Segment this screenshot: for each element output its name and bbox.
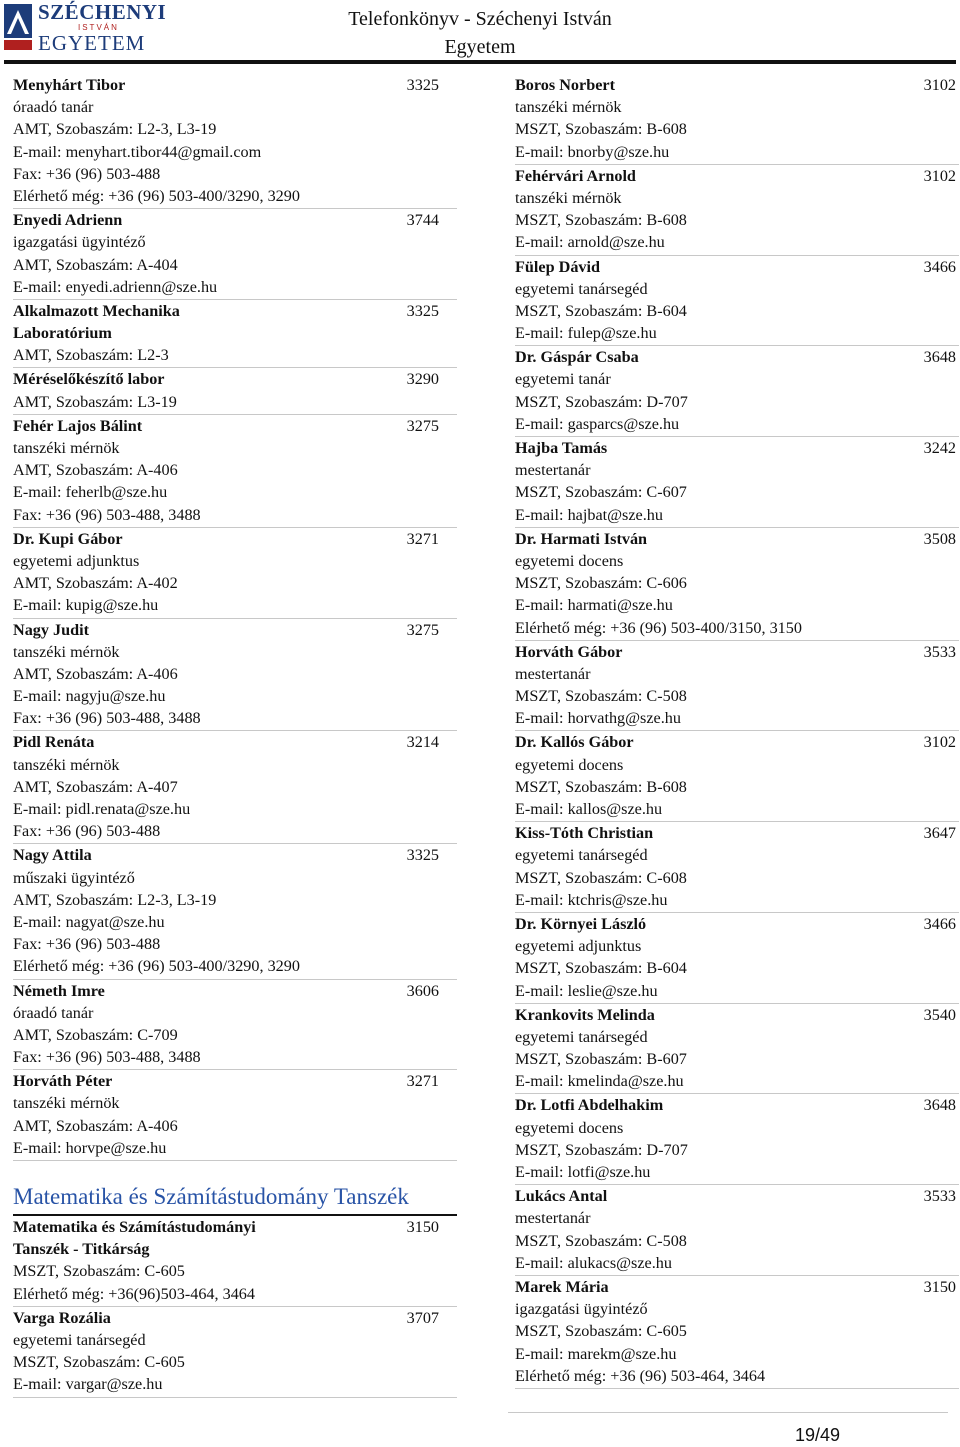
contact-detail: MSZT, Szobaszám: B-604: [515, 301, 687, 320]
contact-detail[interactable]: E-mail: menyhart.tibor44@gmail.com: [13, 142, 262, 161]
phone-extension: 3606: [406, 981, 439, 1000]
contact-detail[interactable]: E-mail: lotfi@sze.hu: [515, 1163, 651, 1181]
university-logo: [4, 0, 167, 55]
contact-entry: [13, 1070, 457, 1161]
contact-entry: [515, 528, 959, 641]
contact-entry: [515, 1276, 959, 1389]
section-entries-group: [13, 1216, 457, 1398]
contact-detail: óraadó tanár: [13, 1003, 94, 1022]
contact-detail: MSZT, Szobaszám: B-608: [515, 211, 687, 230]
contact-detail[interactable]: E-mail: marekm@sze.hu: [515, 1344, 677, 1363]
logo-text-line1: SZÉCHENYI: [38, 0, 167, 24]
left-column: [13, 74, 457, 1398]
contact-entry: [13, 1307, 457, 1398]
contact-entry: [13, 844, 457, 979]
contact-detail: AMT, Szobaszám: A-404: [13, 255, 178, 274]
document-title-line1: Telefonkönyv - Széchenyi István: [348, 8, 612, 30]
document-title-line2: Egyetem: [444, 36, 516, 58]
contact-detail: Fax: +36 (96) 503-488: [13, 164, 161, 183]
phone-extension: 3648: [923, 348, 956, 367]
contact-entry: [13, 209, 457, 300]
contact-detail: AMT, Szobaszám: L2-3, L3-19: [13, 890, 217, 909]
phone-extension: 3102: [923, 733, 956, 752]
contact-detail: MSZT, Szobaszám: B-608: [515, 120, 687, 139]
phone-extension: 3648: [923, 1096, 956, 1115]
contact-detail: AMT, Szobaszám: A-406: [13, 664, 178, 683]
contact-entry: [515, 822, 959, 913]
contact-detail: AMT, Szobaszám: A-406: [13, 1116, 178, 1135]
contact-detail: egyetemi adjunktus: [13, 551, 140, 570]
contact-entry: [515, 74, 959, 165]
contact-detail: igazgatási ügyintéző: [13, 233, 146, 252]
contact-entry: [515, 731, 959, 822]
contact-entry: [515, 1004, 959, 1095]
contact-entry: [515, 641, 959, 732]
contact-detail[interactable]: E-mail: kmelinda@sze.hu: [515, 1072, 684, 1091]
phone-extension: 3102: [923, 76, 956, 94]
contact-detail[interactable]: E-mail: fulep@sze.hu: [515, 324, 657, 343]
contact-detail: tanszéki mérnök: [13, 439, 120, 457]
phone-extension: 3533: [923, 1187, 956, 1206]
contact-name-continued: Tanszék - Titkárság: [13, 1240, 150, 1259]
phone-extension: 3290: [406, 370, 439, 389]
contact-entry: [515, 913, 959, 1004]
contact-detail: MSZT, Szobaszám: C-608: [515, 868, 687, 887]
contact-detail: Elérhető még: +36 (96) 503-400/3290, 3290: [13, 957, 300, 976]
contact-name: Kiss-Tóth Christian: [515, 824, 654, 843]
contact-detail[interactable]: E-mail: nagyju@sze.hu: [13, 687, 166, 706]
contact-name: Fehér Lajos Bálint: [13, 416, 143, 435]
phone-extension: 3271: [406, 529, 439, 548]
contact-detail: tanszéki mérnök: [13, 755, 120, 774]
university-emblem-icon: [4, 4, 32, 52]
contact-detail: MSZT, Szobaszám: B-608: [515, 777, 687, 796]
contact-detail: tanszéki mérnök: [13, 642, 120, 661]
phone-extension: 3102: [923, 166, 956, 185]
contact-detail: műszaki ügyintéző: [13, 868, 135, 887]
contact-detail: Fax: +36 (96) 503-488: [13, 822, 161, 841]
contact-detail: AMT, Szobaszám: A-406: [13, 461, 178, 480]
phone-extension: 3466: [923, 914, 956, 933]
contact-name: Pidl Renáta: [13, 733, 95, 752]
contact-detail: egyetemi docens: [515, 1118, 624, 1137]
contact-detail[interactable]: E-mail: kallos@sze.hu: [515, 800, 663, 818]
contact-entry: [13, 368, 457, 414]
contact-detail: MSZT, Szobaszám: C-605: [13, 1262, 185, 1281]
phone-extension: 3707: [406, 1308, 439, 1327]
left-entries-group: [13, 74, 457, 1161]
contact-detail: mestertanár: [515, 664, 591, 683]
contact-detail: egyetemi tanársegéd: [515, 1027, 648, 1046]
contact-detail: Elérhető még: +36 (96) 503-464, 3464: [515, 1366, 766, 1385]
phone-extension: 3150: [923, 1277, 956, 1296]
contact-name: Németh Imre: [13, 981, 105, 1000]
contact-name: Nagy Judit: [13, 620, 90, 639]
contact-detail[interactable]: E-mail: nagyat@sze.hu: [13, 912, 165, 931]
contact-entry: [13, 980, 457, 1071]
contact-name: Enyedi Adrienn: [13, 211, 123, 230]
contact-detail: egyetemi docens: [515, 755, 624, 774]
contact-name: Fehérvári Arnold: [515, 166, 636, 185]
contact-name-continued: Laboratórium: [13, 324, 112, 343]
contact-detail: Fax: +36 (96) 503-488: [13, 935, 161, 954]
contact-detail: AMT, Szobaszám: L2-3, L3-19: [13, 120, 217, 139]
contact-detail: óraadó tanár: [13, 98, 94, 117]
contact-detail: MSZT, Szobaszám: D-707: [515, 392, 688, 411]
contact-name: Hajba Tamás: [515, 439, 608, 457]
contact-entry: [13, 1216, 457, 1307]
contact-name: Nagy Attila: [13, 846, 92, 865]
contact-detail: MSZT, Szobaszám: B-604: [515, 959, 687, 978]
contact-detail[interactable]: E-mail: enyedi.adrienn@sze.hu: [13, 277, 218, 296]
contact-name: Horváth Péter: [13, 1072, 113, 1091]
contact-detail: MSZT, Szobaszám: C-508: [515, 687, 687, 706]
phone-extension: 3242: [923, 439, 956, 457]
contact-detail: egyetemi tanár: [515, 370, 611, 389]
contact-name: Dr. Kupi Gábor: [13, 529, 123, 548]
footer-divider: [508, 1412, 948, 1413]
contact-detail[interactable]: E-mail: kupig@sze.hu: [13, 596, 159, 615]
contact-entry: [13, 619, 457, 732]
contact-detail[interactable]: E-mail: feherlb@sze.hu: [13, 483, 168, 502]
phone-extension: 3325: [406, 301, 439, 320]
contact-detail: MSZT, Szobaszám: C-605: [13, 1353, 185, 1372]
contact-entry: [515, 1094, 959, 1185]
contact-name: Fülep Dávid: [515, 257, 601, 276]
contact-detail: mestertanár: [515, 461, 591, 480]
logo-text-line2: ISTVÁN: [78, 23, 119, 32]
contact-detail[interactable]: E-mail: alukacs@sze.hu: [515, 1253, 672, 1272]
document-title: [280, 5, 680, 61]
logo-text-line3: EGYETEM: [38, 31, 146, 55]
contact-detail[interactable]: E-mail: gasparcs@sze.hu: [515, 414, 680, 433]
contact-detail: tanszéki mérnök: [515, 98, 622, 117]
phone-extension: 3275: [406, 416, 439, 435]
phone-extension: 3271: [406, 1072, 439, 1091]
contact-detail: MSZT, Szobaszám: B-607: [515, 1050, 687, 1069]
contact-name: Dr. Kallós Gábor: [515, 733, 634, 752]
page-number: 19/49: [794, 1425, 840, 1445]
contact-detail[interactable]: E-mail: horvathg@sze.hu: [515, 709, 681, 728]
contact-detail[interactable]: E-mail: arnold@sze.hu: [515, 233, 665, 252]
contact-name: Lukács Antal: [515, 1187, 608, 1206]
contact-name: Varga Rozália: [13, 1308, 111, 1327]
contact-detail: mestertanár: [515, 1209, 591, 1228]
contact-detail: igazgatási ügyintéző: [515, 1300, 648, 1319]
phone-extension: 3325: [406, 76, 439, 94]
contact-detail: egyetemi tanársegéd: [515, 846, 648, 865]
contact-detail: egyetemi tanársegéd: [515, 279, 648, 298]
contact-detail: MSZT, Szobaszám: C-508: [515, 1231, 687, 1250]
header-divider: [4, 60, 956, 64]
contact-detail: Fax: +36 (96) 503-488, 3488: [13, 1048, 201, 1067]
contact-name: Marek Mária: [515, 1277, 609, 1296]
contact-detail: MSZT, Szobaszám: C-607: [515, 483, 687, 502]
contact-detail: Fax: +36 (96) 503-488, 3488: [13, 505, 201, 524]
contact-detail[interactable]: E-mail: vargar@sze.hu: [13, 1375, 163, 1394]
contact-detail: Elérhető még: +36 (96) 503-400/3290, 3290: [13, 186, 300, 205]
contact-name: Méréselőkészítő labor: [13, 370, 165, 389]
phone-extension: 3508: [923, 529, 956, 548]
contact-name: Menyhárt Tibor: [13, 76, 126, 94]
contact-entry: [515, 437, 959, 528]
phone-extension: 3150: [406, 1218, 439, 1236]
contact-detail: AMT, Szobaszám: L3-19: [13, 392, 177, 411]
contact-name: Matematika és Számítástudományi: [13, 1218, 256, 1236]
contact-detail: egyetemi tanársegéd: [13, 1330, 146, 1349]
contact-entry: [515, 165, 959, 256]
contact-entry: [515, 346, 959, 437]
contact-entry: [515, 256, 959, 347]
phone-extension: 3325: [406, 846, 439, 865]
phone-extension: 3540: [923, 1005, 956, 1024]
contact-detail[interactable]: E-mail: pidl.renata@sze.hu: [13, 800, 191, 818]
contact-entry: [13, 528, 457, 619]
contact-detail: AMT, Szobaszám: C-709: [13, 1025, 178, 1044]
contact-name: Horváth Gábor: [515, 642, 623, 661]
page-header: [0, 0, 960, 60]
contact-detail: MSZT, Szobaszám: C-606: [515, 574, 687, 593]
phone-extension: 3533: [923, 642, 956, 661]
contact-name: Dr. Környei László: [515, 914, 647, 933]
contact-detail: MSZT, Szobaszám: C-605: [515, 1322, 687, 1341]
phone-extension: 3744: [406, 211, 439, 230]
contact-entry: [515, 1185, 959, 1276]
contact-detail[interactable]: E-mail: hajbat@sze.hu: [515, 505, 663, 524]
phone-extension: 3647: [923, 824, 956, 843]
right-column: [515, 74, 959, 1389]
contact-name: Dr. Harmati István: [515, 529, 648, 548]
contact-name: Krankovits Melinda: [515, 1005, 655, 1024]
contact-name: Dr. Lotfi Abdelhakim: [515, 1096, 664, 1115]
right-entries-group: [515, 74, 959, 1389]
contact-detail: Fax: +36 (96) 503-488, 3488: [13, 709, 201, 728]
contact-detail[interactable]: E-mail: horvpe@sze.hu: [13, 1138, 167, 1157]
contact-detail[interactable]: E-mail: ktchris@sze.hu: [515, 890, 668, 909]
contact-detail[interactable]: E-mail: leslie@sze.hu: [515, 981, 658, 1000]
contact-detail: AMT, Szobaszám: L2-3: [13, 346, 169, 365]
contact-detail: Elérhető még: +36 (96) 503-400/3150, 3150: [515, 618, 802, 637]
phone-extension: 3275: [406, 620, 439, 639]
phone-extension: 3214: [406, 733, 439, 752]
phone-extension: 3466: [923, 257, 956, 276]
contact-entry: [13, 415, 457, 528]
contact-detail[interactable]: E-mail: bnorby@sze.hu: [515, 142, 670, 161]
contact-entry: [13, 74, 457, 209]
contact-entry: [13, 300, 457, 369]
contact-name: Alkalmazott Mechanika: [13, 301, 180, 320]
contact-detail: AMT, Szobaszám: A-407: [13, 777, 178, 796]
contact-detail[interactable]: E-mail: harmati@sze.hu: [515, 596, 673, 615]
contact-detail: MSZT, Szobaszám: D-707: [515, 1140, 688, 1159]
contact-detail: tanszéki mérnök: [13, 1094, 120, 1113]
section-heading: Matematika és Számítástudomány Tanszék: [13, 1181, 457, 1216]
contact-detail: egyetemi adjunktus: [515, 937, 642, 956]
contact-name: Boros Norbert: [515, 76, 615, 94]
contact-detail: AMT, Szobaszám: A-402: [13, 574, 178, 593]
contact-detail: Elérhető még: +36(96)503-464, 3464: [13, 1284, 255, 1303]
contact-detail: egyetemi docens: [515, 551, 624, 570]
contact-name: Dr. Gáspár Csaba: [515, 348, 639, 367]
contact-detail: tanszéki mérnök: [515, 188, 622, 207]
contact-entry: [13, 731, 457, 844]
